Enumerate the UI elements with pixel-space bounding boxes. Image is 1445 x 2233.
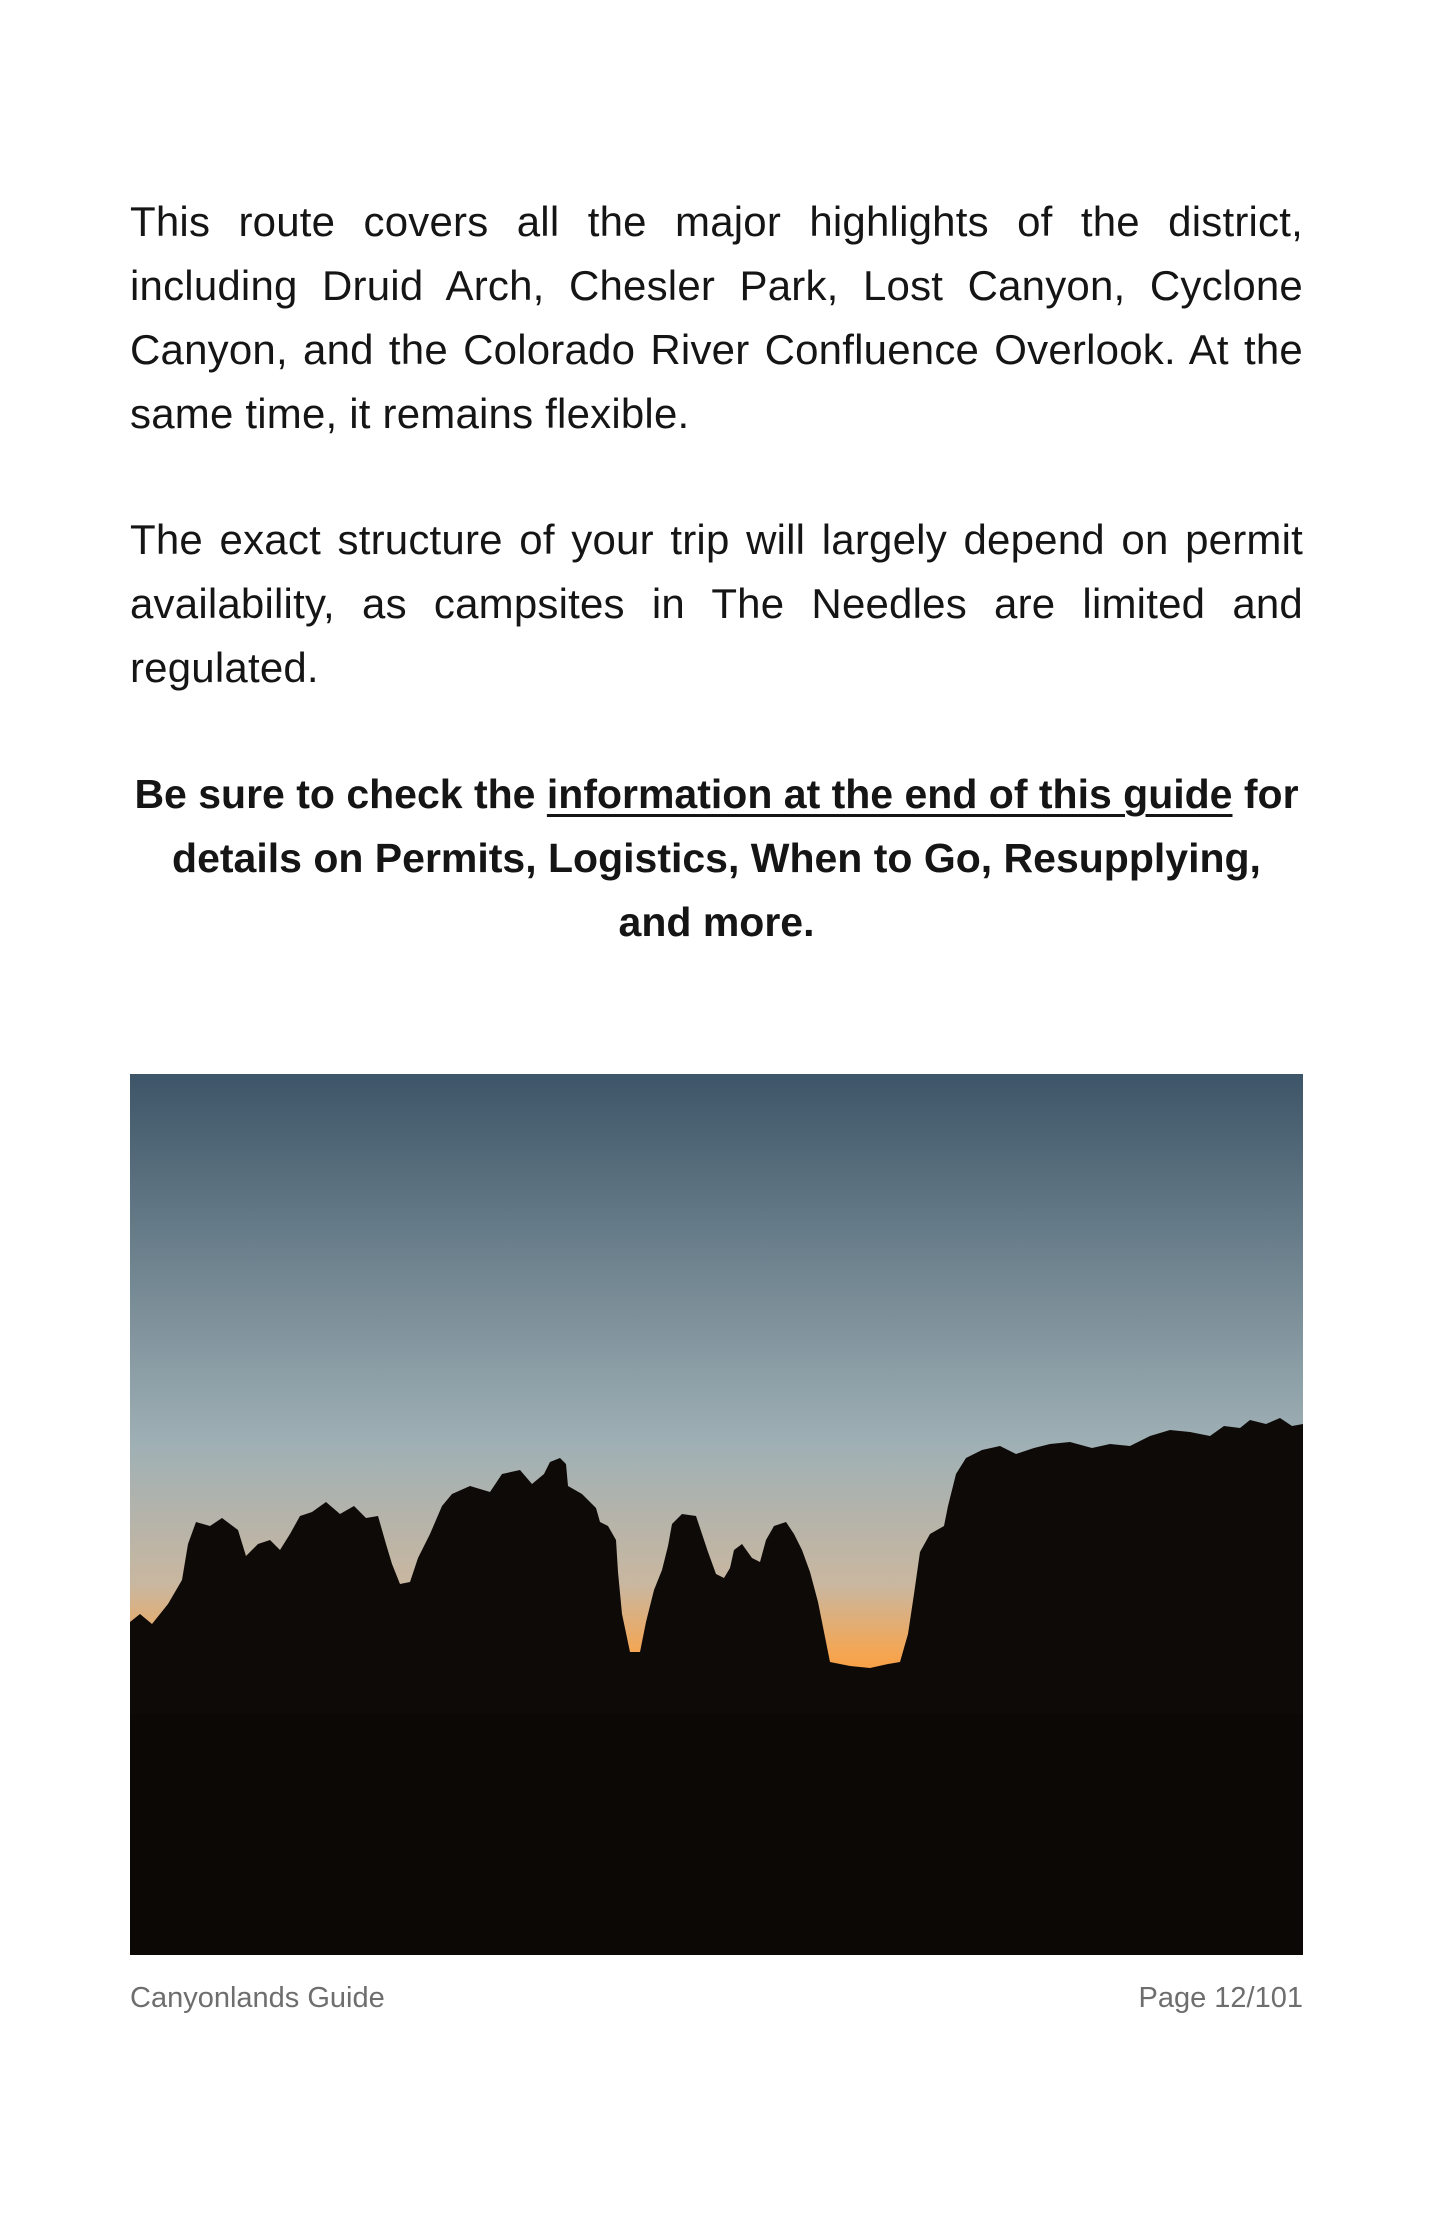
body-paragraph: The exact structure of your trip will largely depend on permit availability, as campsites in The Needles are limited and regulated. — [130, 516, 1303, 691]
page-number: Page 12/101 — [1138, 1982, 1303, 2014]
body-paragraph: This route covers all the major highlights of the district, including Druid Arch, Chesler Park, Lost Canyon, Cyclone Canyon, and the Colorado River Confluence Overlook. At the same time, it remains flexible. — [130, 198, 1303, 437]
info-callout — [130, 762, 1303, 954]
callout-prefix: Be sure to check the — [134, 771, 547, 817]
sunset-silhouette-photo — [130, 1074, 1303, 1955]
guide-title: Canyonlands Guide — [130, 1982, 385, 2014]
callout-suffix: for details on Permits, Logistics, When to Go, Resupplying, and more. — [172, 771, 1299, 945]
guide-info-link[interactable]: information at the end of this guide — [546, 771, 1233, 817]
page-content — [130, 190, 1303, 954]
